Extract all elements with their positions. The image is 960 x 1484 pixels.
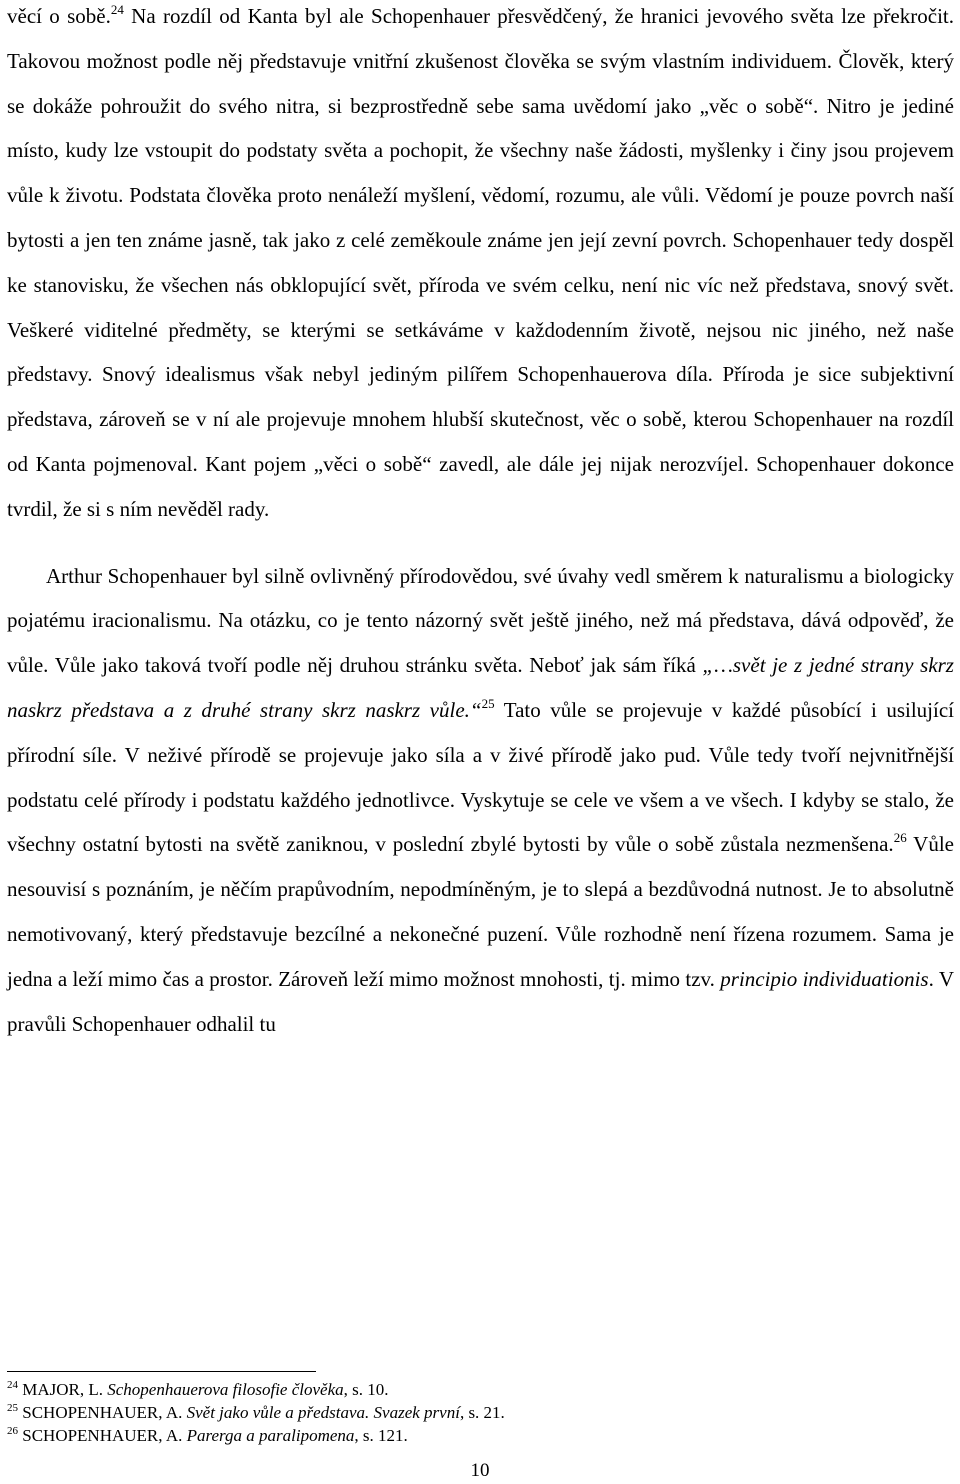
footnote-number: 26 — [7, 1425, 18, 1437]
body-paragraph-2 — [7, 554, 954, 1047]
paragraph-1-text-start: věcí o sobě. — [7, 4, 111, 28]
paragraph-2-text-end: . V pravůli Schopenhauer odhalil tu — [7, 966, 954, 1036]
document-page — [7, 0, 954, 1046]
footnote-page: , s. 21. — [459, 1403, 505, 1422]
footnote-author: SCHOPENHAUER, A. — [22, 1426, 187, 1445]
footnote-author: SCHOPENHAUER, A. — [22, 1403, 187, 1422]
footnote-page: , s. 121. — [354, 1426, 408, 1445]
latin-term: principio individuationis — [720, 966, 929, 991]
footnote-page: , s. 10. — [343, 1380, 389, 1399]
page-number: 10 — [470, 1460, 490, 1481]
paragraph-2-text-continued: Vůle nesouvisí s poznáním, je něčím prapůvodním, nepodmíněným, je to slepá a bezdůvodná nutnost. Je to absolutně nemotivovaný, který představuje bezcílné a nekonečné puzení. Vůle rozhodně není řízena rozumem. Sama je jedna a leží mimo čas a prostor. Zároveň leží mimo možnost mnohosti, tj. mimo tzv. — [7, 832, 954, 991]
footnote-ref-26: 26 — [893, 830, 907, 846]
paragraph-2-text-middle: Tato vůle se projevuje v každé působící i usilující přírodní síle. V neživé přírodě se projevuje jako síla a v živé přírodě jako pud. Vůle tedy tvoří nejvnitřnější podstatu celé přírody i podstatu každého jednotlivce. Vyskytuje se cele ve všem a ve všech. I kdyby se stalo, že všechny ostatní bytosti na světě zaniknou, v poslední zbylé bytosti by vůle o sobě zůstala nezmenšena. — [7, 697, 955, 857]
paragraph-2-text-start: Arthur Schopenhauer byl silně ovlivněný přírodovědou, své úvahy vedl směrem k naturalismu a biologicky pojatému iracionalismu. Na otázku, co je tento názorný svět ještě jiného, než má představa, dává odpověď, že vůle. Vůle jako taková tvoří podle něj druhou stránku světa. Neboť jak sám říká — [7, 563, 954, 678]
footnote-ref-24: 24 — [110, 2, 124, 17]
footnote-number: 24 — [7, 1379, 18, 1391]
footnote-26 — [7, 1424, 954, 1447]
footnotes — [7, 1378, 954, 1447]
footnote-separator — [7, 1371, 316, 1372]
body-paragraph-1 — [7, 0, 954, 532]
footnote-number: 25 — [7, 1402, 18, 1414]
footnote-title: Parerga a paralipomena — [186, 1426, 355, 1445]
footnote-title: Svět jako vůle a představa. Svazek první — [186, 1403, 460, 1422]
footnote-24 — [7, 1378, 954, 1401]
footnote-25 — [7, 1401, 954, 1424]
schopenhauer-quote: „…svět je z jedné strany skrz naskrz představa a z druhé strany skrz naskrz vůle.“ — [7, 653, 954, 722]
footnote-title: Schopenhauerova filosofie člověka — [107, 1380, 344, 1399]
paragraph-1-text-rest: Na rozdíl od Kanta byl ale Schopenhauer přesvědčený, že hranici jevového světa lze překročit. Takovou možnost podle něj představuje vnitřní zkušenost člověka se svým vlastním individuem. Člověk, který se dokáže pohroužit do svého nitra, si bezprostředně sebe sama uvědomí jako „věc o sobě“. Nitro je jediné místo, kudy lze vstoupit do podstaty světa a pochopit, že všechny naše žádosti, myšlenky i činy jsou projevem vůle k životu. Podstata člověka proto nenáleží myšlení, vědomí, rozumu, ale vůli. Vědomí je pouze povrch naší bytosti a jen ten známe jasně, tak jako z celé zeměkoule známe jen její zevní povrch. Schopenhauer tedy dospěl ke stanovisku, že všechen nás obklopující svět, příroda ve svém celku, není nic víc než představa, snový svět. Veškeré viditelné předměty, se kterými se setkáváme v každodenním životě, nejsou nic jiného, než naše představy. Snový idealismus však nebyl jediným pilířem Schopenhauerova díla. Příroda je sice subjektivní představa, zároveň se v ní ale projevuje mnohem hlubší skutečnost, věc o sobě, kterou Schopenhauer na rozdíl od Kanta pojmenoval. Kant pojem „věci o sobě“ zavedl, ale dále jej nijak nerozvíjel. Schopenhauer dokonce tvrdil, že si s ním nevěděl rady. — [7, 4, 954, 521]
footnote-author: MAJOR, L. — [22, 1380, 108, 1399]
footnote-ref-25: 25 — [481, 695, 495, 711]
